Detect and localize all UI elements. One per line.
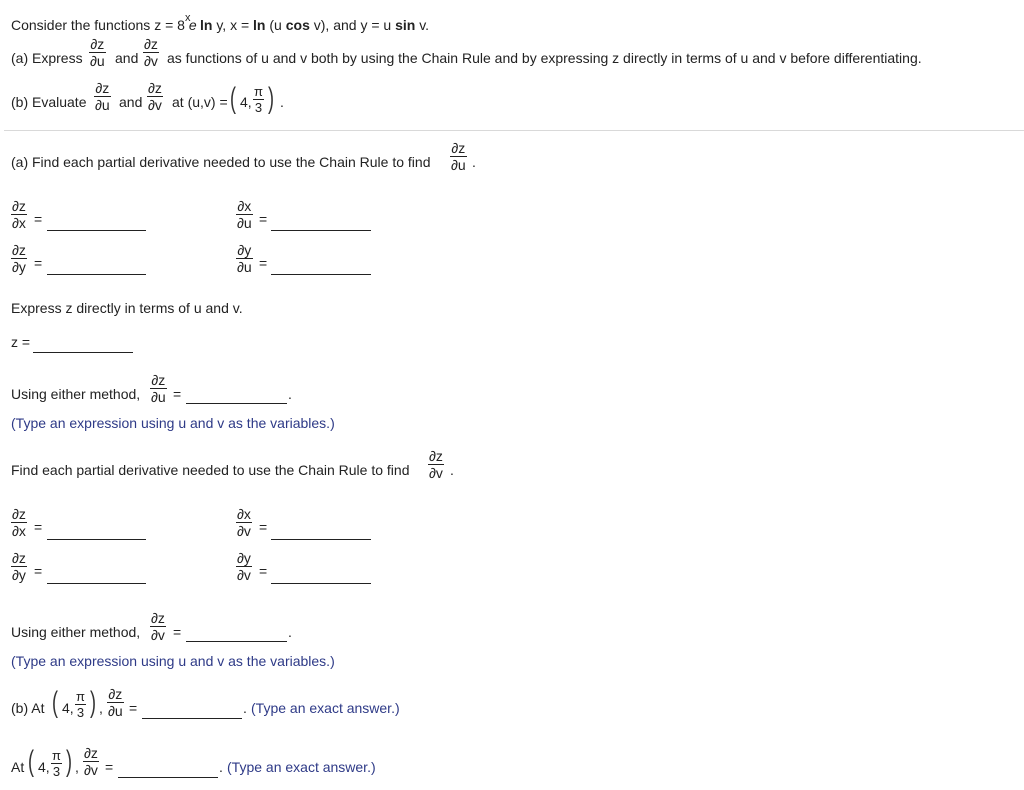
answer-dz-dx-v[interactable] (47, 539, 146, 540)
equals: = (259, 211, 268, 227)
fraction-dx-dv: ∂x ∂v (237, 506, 251, 539)
fraction-dz-du: ∂z ∂u (90, 36, 105, 69)
part-b-and: and (119, 94, 143, 110)
fraction-dz-du-eval: ∂z ∂u (108, 686, 123, 719)
equals: = (129, 700, 138, 716)
fraction-dx-du: ∂x ∂u (237, 198, 252, 231)
point-u: 4, (62, 700, 74, 716)
fraction-dz-dv-heading: ∂z ∂v (429, 448, 443, 481)
hint-expression-u: (Type an expression using u and v as the variables.) (11, 415, 335, 431)
right-paren: ) (90, 686, 96, 719)
answer-dz-dy-v[interactable] (47, 583, 146, 584)
answer-dy-dv[interactable] (271, 583, 371, 584)
comma: , (99, 700, 103, 716)
part-a-label: (a) Express (11, 50, 83, 66)
comma: , (75, 759, 79, 775)
e-symbol: e (188, 17, 197, 33)
exponent-x: x (185, 12, 191, 24)
express-z-text: Express z directly in terms of u and v. (11, 300, 243, 316)
answer-dz-dv[interactable] (186, 641, 287, 642)
fraction-dz-du-b: ∂z ∂u (95, 80, 110, 113)
using-either-u: Using either method, (11, 386, 141, 402)
left-paren: ( (52, 686, 58, 719)
period: . (288, 624, 292, 640)
period: . (280, 94, 284, 110)
at-label: At (11, 759, 25, 775)
left-paren: ( (28, 745, 34, 778)
fraction-dz-dv-b: ∂z ∂v (148, 80, 162, 113)
equals: = (173, 386, 182, 402)
fraction-dz-du-heading: ∂z ∂u (451, 140, 466, 173)
answer-dz-du[interactable] (186, 403, 287, 404)
period: . (472, 154, 476, 170)
fraction-pi-3: π 3 (76, 689, 85, 720)
hint-exact-2: (Type an exact answer.) (227, 759, 376, 775)
answer-dy-du[interactable] (271, 274, 371, 275)
period: . (450, 462, 454, 478)
fraction-dz-dv: ∂z ∂v (144, 36, 158, 69)
period: . (288, 386, 292, 402)
equals: = (34, 519, 43, 535)
left-paren: ( (230, 82, 236, 115)
fraction-dz-dy-v: ∂z ∂y (12, 550, 26, 583)
part-b-at: at (u,v) = (172, 94, 228, 110)
part-a-description: as functions of u and v both by using the Chain Rule and by expressing z directly in terms of u and v before differentiating. (167, 50, 922, 66)
equals: = (34, 255, 43, 271)
answer-z[interactable] (33, 352, 133, 353)
answer-dx-du[interactable] (271, 230, 371, 231)
part-b-label: (b) Evaluate (11, 94, 87, 110)
using-either-v: Using either method, (11, 624, 141, 640)
fraction-pi-3: π 3 (254, 84, 263, 115)
fraction-dz-du-result: ∂z ∂u (151, 372, 166, 405)
hint-expression-v: (Type an expression using u and v as the variables.) (11, 653, 335, 669)
period: . (243, 700, 247, 716)
part-a-and: and (115, 50, 139, 66)
answer-eval-dz-du[interactable] (142, 718, 242, 719)
equals: = (173, 624, 182, 640)
fraction-dz-dv-result: ∂z ∂v (151, 610, 165, 643)
equals: = (34, 211, 43, 227)
equals: = (259, 519, 268, 535)
answer-dx-dv[interactable] (271, 539, 371, 540)
point-u: 4, (240, 94, 252, 110)
answer-dz-dy-u[interactable] (47, 274, 146, 275)
right-paren: ) (66, 745, 72, 778)
equals: = (105, 759, 114, 775)
fraction-dz-dx-v: ∂z ∂x (12, 506, 26, 539)
fraction-dy-du: ∂y ∂u (237, 242, 252, 275)
equals: = (34, 563, 43, 579)
fraction-dy-dv: ∂y ∂v (237, 550, 251, 583)
fraction-dz-dy: ∂z ∂y (12, 242, 26, 275)
fraction-dz-dv-eval: ∂z ∂v (84, 745, 98, 778)
problem-statement-rest: ln y, x = ln (u cos v), and y = u sin v. (200, 17, 430, 33)
answer-dz-dx-u[interactable] (47, 230, 146, 231)
right-paren: ) (268, 82, 274, 115)
part-b-at-label: (b) At (11, 700, 45, 716)
point-u: 4, (38, 759, 50, 775)
equals: = (259, 255, 268, 271)
problem-statement: Consider the functions z = 8 e (11, 17, 197, 33)
fraction-dz-dx: ∂z ∂x (12, 198, 26, 231)
section-a-heading: (a) Find each partial derivative needed to use the Chain Rule to find (11, 154, 431, 170)
hint-exact-1: (Type an exact answer.) (251, 700, 400, 716)
answer-eval-dz-dv[interactable] (118, 777, 218, 778)
section-v-heading: Find each partial derivative needed to use the Chain Rule to find (11, 462, 410, 478)
z-equals: z = (11, 334, 31, 350)
equals: = (259, 563, 268, 579)
fraction-pi-3: π 3 (52, 748, 61, 779)
divider (4, 130, 1024, 131)
period: . (219, 759, 223, 775)
